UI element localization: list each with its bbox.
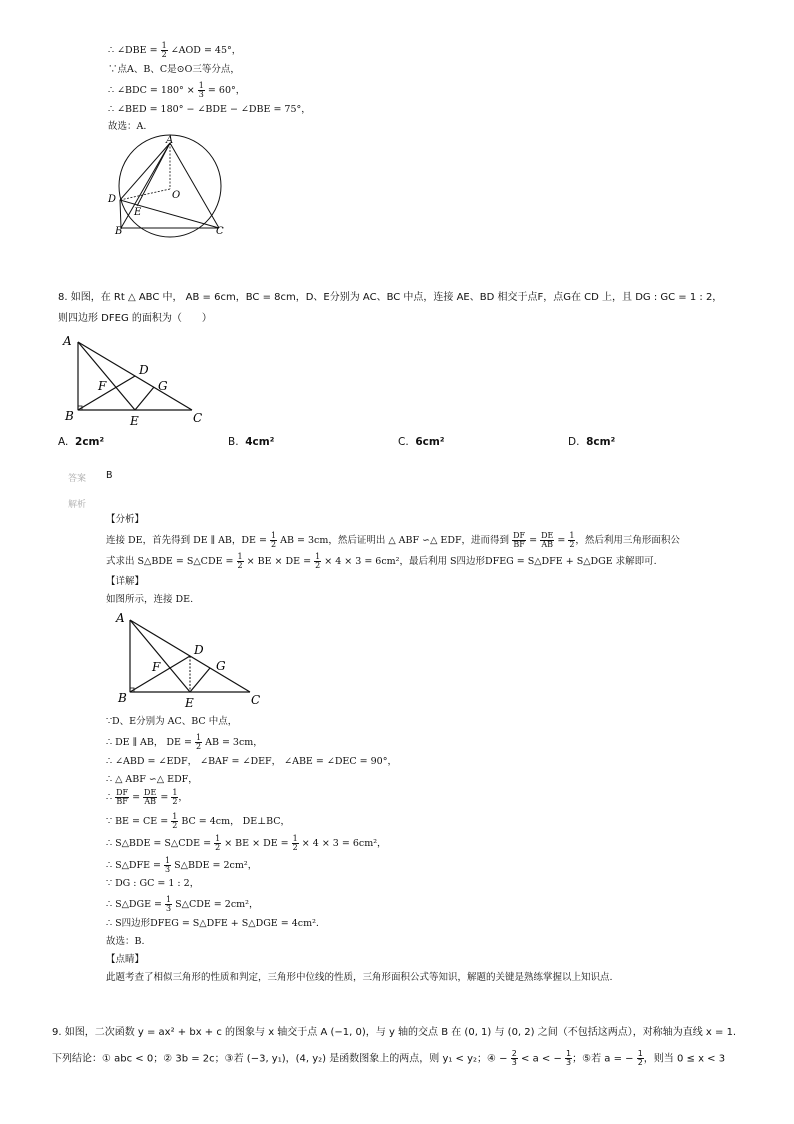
solution-line-1: ∴ ∠DBE = $\frac{1}{2}$ ∠AOD = 45°， [108, 41, 242, 59]
q8-label-d: D [139, 363, 149, 377]
q8-text-line-1: 8. 如图，在 Rt △ ABC 中， AB = 6cm，BC = 8cm，D、E分别为 AC、BC 中点，连接 AE、BD 相交于点F，点G在 CD 上，且 DG : GC = 1 : 2， [58, 292, 723, 303]
xiangjie-line-11: ∴ S四边形DFEG = S△DFE + S△DGE = 4cm². [106, 918, 319, 929]
xiangjie-line-7: ∴ S△BDE = S△CDE = $\frac{1}{2}$ × BE × DE = $\frac{1}{2}$ × 4 × 3 = 6cm²， [106, 834, 387, 852]
q8-label-e: E [130, 414, 139, 428]
xiangjie-line-9: ∵ DG : GC = 1 : 2， [106, 878, 200, 889]
solution-line-3: ∴ ∠BDC = 180° × $\frac{1}{3}$ = 60°， [108, 81, 246, 99]
label-a: A [166, 135, 174, 146]
fenxi-title: 【分析】 [106, 514, 145, 525]
q9-text-line-1: 9. 如图，二次函数 y = ax² + bx + c 的图象与 x 轴交于点 A (−1, 0)，与 y 轴的交点 B 在 (0, 1) 与 (0, 2) 之间（不包括这两点），对称轴为直线 x = 1. [52, 1027, 737, 1038]
xiangjie-line-6: ∵ BE = CE = $\frac{1}{2}$ BC = 4cm， DE⊥BC， [106, 812, 291, 830]
q8-label-g: G [158, 379, 168, 393]
label-o: O [172, 190, 181, 201]
circle-figure [100, 134, 240, 240]
label-c: C [216, 226, 224, 237]
sol-label-c: C [251, 693, 261, 707]
analysis-label: 解析 [68, 500, 87, 510]
xiangjie-line-1: ∵D、E分别为 AC、BC 中点， [106, 716, 238, 727]
q8-label-b: B [65, 409, 74, 423]
xiangjie-line-10: ∴ S△DGE = $\frac{1}{3}$ S△CDE = 2cm²， [106, 895, 259, 913]
solution-line-2: ∵点A、B、C是⊙O三等分点， [108, 64, 240, 75]
xiangjie-line-2: ∴ DE ∥ AB， DE = $\frac{1}{2}$ AB = 3cm， [106, 733, 263, 751]
q8-triangle-figure [58, 332, 218, 432]
fenxi-line-2: 式求出 S△BDE = S△CDE = $\frac{1}{2}$ × BE × DE = $\frac{1}{2}$ × 4 × 3 = 6cm²，最后利用 S四边形DFEG = S△DFE + S△DGE 求解即可. [106, 552, 657, 570]
q8-label-c: C [193, 411, 203, 425]
label-b: B [115, 226, 123, 237]
q8-label-a: A [63, 334, 72, 348]
sol-label-f: F [152, 660, 161, 674]
answer-value: B [106, 470, 113, 481]
q8-text-line-2: 则四边形 DFEG 的面积为（ ） [58, 313, 212, 324]
q8-option-d[interactable]: D. 8cm² [568, 436, 616, 448]
sol-label-g: G [216, 659, 226, 673]
xiangjie-line-3: ∴ ∠ABD = ∠EDF， ∠BAF = ∠DEF， ∠ABE = ∠DEC = 90°， [106, 756, 397, 767]
sol-label-b: B [118, 691, 127, 705]
q8-solution-figure [110, 606, 270, 710]
label-d: D [108, 194, 117, 205]
fenxi-line-1: 连接 DE，首先得到 DE ∥ AB，DE = $\frac{1}{2}$ AB = 3cm，然后证明出 △ ABF ∽△ EDF，进而得到 $\frac{DF}{BF}$ = $\frac{DE}{AB}$ = $\frac{1}{2}$ ，然后利用三角形面积公 [106, 531, 680, 549]
answer-label: 答案 [68, 474, 87, 484]
xiangjie-line-5: ∴ $\frac{DF}{BF}$ = $\frac{DE}{AB}$ = $\frac{1}{2}$ ， [106, 788, 188, 806]
q8-option-a[interactable]: A. 2cm² [58, 436, 105, 448]
xiangjie-line-12: 故选：B. [106, 936, 145, 947]
xiangjie-title: 【详解】 [106, 576, 145, 587]
solution-line-5: 故选：A. [108, 121, 147, 132]
sol-label-d: D [194, 643, 204, 657]
sol-label-a: A [116, 611, 125, 625]
xiangjie-line-4: ∴ △ ABF ∽△ EDF， [106, 774, 198, 785]
label-e: E [134, 207, 142, 218]
sol-label-e: E [185, 696, 194, 710]
xiangjie-line-0: 如图所示，连接 DE. [106, 594, 194, 605]
solution-line-4: ∴ ∠BED = 180° − ∠BDE − ∠DBE = 75°， [108, 104, 311, 115]
dianjing-text: 此题考查了相似三角形的性质和判定，三角形中位线的性质，三角形面积公式等知识，解题的关键是熟练掌握以上知识点. [106, 972, 613, 983]
q8-label-f: F [98, 379, 107, 393]
q8-option-b[interactable]: B. 4cm² [228, 436, 275, 448]
dianjing-title: 【点睛】 [106, 954, 145, 965]
q8-option-c[interactable]: C. 6cm² [398, 436, 445, 448]
q9-text-line-2: 下列结论：① abc < 0；② 3b = 2c；③若 (−3, y₁)，(4, y₂) 是函数图象上的两点，则 y₁ < y₂；④ − $\frac{2}{3}$ < a < − $\frac{1}{3}$ ；⑤若 a = − $\frac{1}{2}$ ，则当 0 ≤ x < 3 [52, 1049, 726, 1067]
xiangjie-line-8: ∴ S△DFE = $\frac{1}{3}$ S△BDE = 2cm²， [106, 856, 258, 874]
